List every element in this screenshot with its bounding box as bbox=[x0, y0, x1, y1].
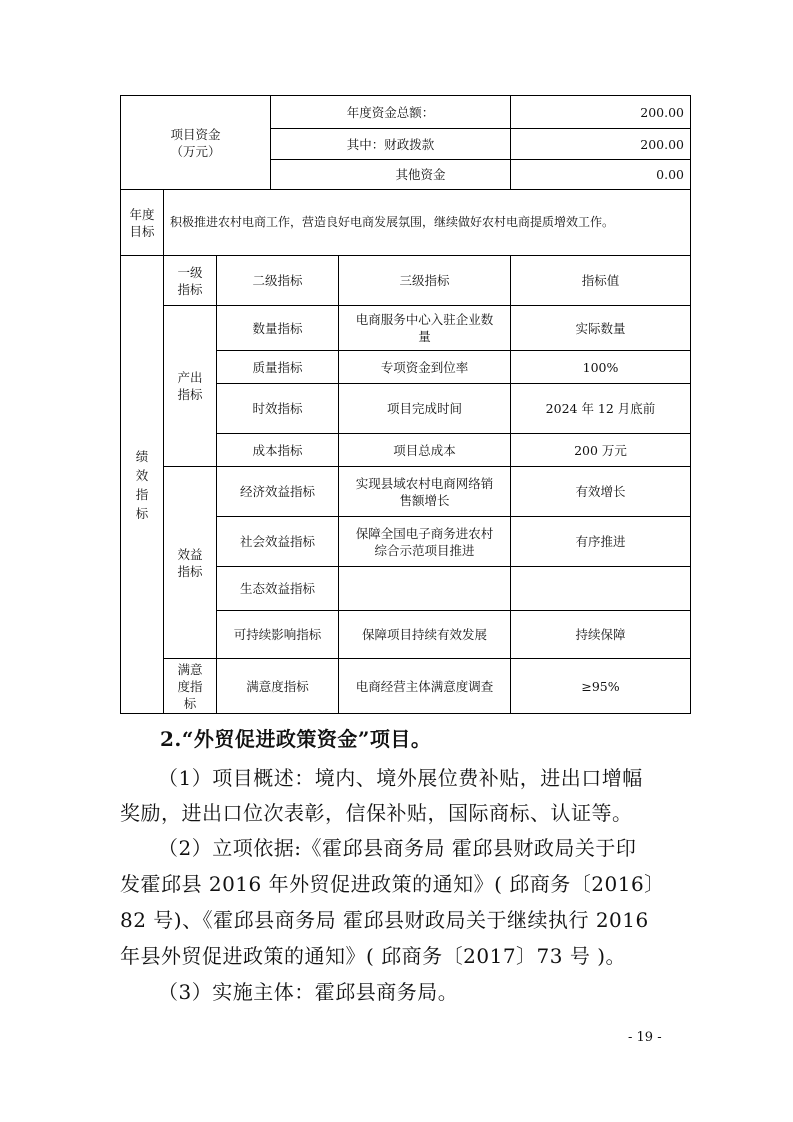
total-funds-label: 年度资金总额： bbox=[346, 104, 435, 120]
paragraph-line: （2）立项依据:《霍邱县商务局 霍邱县财政局关于印 bbox=[158, 836, 637, 860]
header-level3: 三级指标 bbox=[399, 273, 450, 288]
paragraph-line: （1）项目概述：境内、境外展位费补贴，进出口增幅 bbox=[158, 766, 643, 790]
table-row-value: 实际数量 bbox=[575, 320, 626, 336]
fiscal-funds-label: 其中：财政拨款 bbox=[346, 136, 435, 152]
table-row-value: 持续保障 bbox=[575, 627, 626, 642]
annual-goal-text: 积极推进农村电商工作，营造良好电商发展氛围，继续做好农村电商提质增效工作。 bbox=[170, 215, 615, 229]
paragraph-line: 发霍邱县 2016 年外贸促进政策的通知》( 邱商务〔2016〕 bbox=[120, 872, 665, 896]
table-row-value: 200 万元 bbox=[574, 442, 627, 458]
header-value: 指标值 bbox=[581, 273, 620, 288]
table-row-level3: 电商经营主体满意度调查 bbox=[355, 678, 494, 694]
header-level1: 一级 指标 bbox=[177, 264, 203, 297]
section-heading: 2.“外贸促进政策资金”项目。 bbox=[160, 727, 432, 751]
table-row-level2: 质量指标 bbox=[252, 359, 303, 375]
annual-goal-label: 年度 目标 bbox=[129, 206, 155, 239]
other-funds-label: 其他资金 bbox=[395, 167, 446, 182]
table-row-level2: 社会效益指标 bbox=[239, 534, 315, 549]
table-row-level2: 时效指标 bbox=[252, 401, 303, 416]
table-row-level3: 项目总成本 bbox=[393, 442, 456, 458]
table-row-level3: 专项资金到位率 bbox=[380, 359, 469, 375]
table-row-level2: 生态效益指标 bbox=[239, 581, 315, 596]
header-level2: 二级指标 bbox=[252, 273, 303, 288]
table-row-level3: 保障项目持续有效发展 bbox=[361, 627, 487, 642]
paragraph-line: （3）实施主体：霍邱县商务局。 bbox=[158, 980, 459, 1004]
table-row-level2: 满意度指标 bbox=[246, 678, 309, 694]
table-row-value: 有效增长 bbox=[575, 484, 626, 499]
total-funds-value: 200.00 bbox=[640, 104, 684, 120]
table-row-value: 2024 年 12 月底前 bbox=[545, 401, 656, 416]
paragraph-line: 奖励，进出口位次表彰，信保补贴，国际商标、认证等。 bbox=[120, 801, 633, 825]
table-row-level3: 电商服务中心入驻企业数 量 bbox=[355, 312, 494, 344]
performance-indicators-label: 绩 效 指 标 bbox=[135, 448, 149, 521]
table-row-value: 有序推进 bbox=[575, 534, 626, 549]
paragraph-line: 82 号)、《霍邱县商务局 霍邱县财政局关于继续执行 2016 bbox=[120, 908, 649, 932]
table-row-level3: 项目完成时间 bbox=[386, 401, 462, 416]
table-row-level3: 保障全国电子商务进农村 综合示范项目推进 bbox=[355, 525, 494, 558]
table-row-level2: 经济效益指标 bbox=[239, 484, 315, 499]
other-funds-value: 0.00 bbox=[656, 167, 684, 182]
paragraph-line: 年县外贸促进政策的通知》( 邱商务〔2017〕73 号 )。 bbox=[120, 944, 627, 968]
table-row-level2: 成本指标 bbox=[252, 442, 303, 458]
effect-indicators-label: 效益 指标 bbox=[177, 546, 203, 579]
funds-label: 项目资金 （万元） bbox=[170, 126, 221, 159]
output-indicators-label: 产出 指标 bbox=[177, 370, 203, 402]
table-row-value bbox=[511, 567, 690, 610]
table-row-level2: 数量指标 bbox=[252, 320, 303, 336]
table-row-level3: 实现县域农村电商网络销 售额增长 bbox=[355, 475, 494, 508]
table-row-value: ≥95% bbox=[581, 678, 620, 694]
table-row-level2: 可持续影响指标 bbox=[233, 627, 322, 642]
table-row-value: 100% bbox=[582, 359, 619, 375]
fiscal-funds-value: 200.00 bbox=[640, 136, 684, 152]
page-number: - 19 - bbox=[628, 1030, 662, 1045]
satisfaction-indicators-label: 满意 度指 标 bbox=[177, 661, 203, 711]
table-row-level3 bbox=[339, 567, 510, 610]
